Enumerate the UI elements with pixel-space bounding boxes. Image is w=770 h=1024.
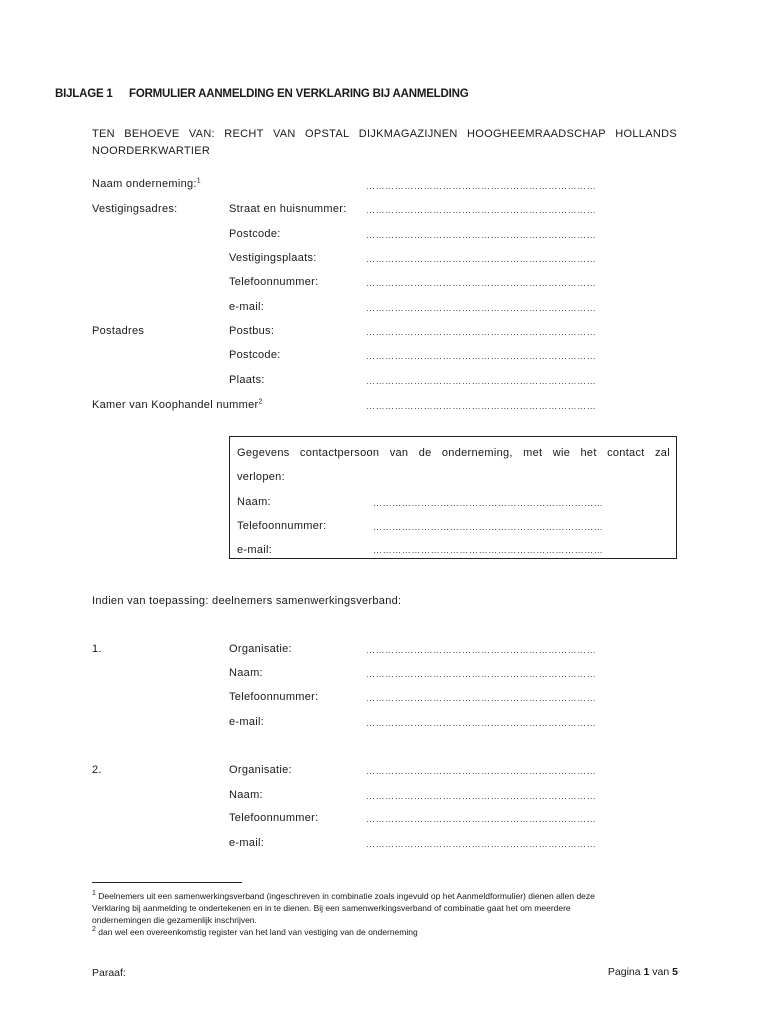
contact-word: onderneming, [441, 447, 513, 459]
contact-box-intro-2: verlopen: [237, 471, 285, 483]
behalf-word: VAN: [188, 128, 215, 140]
postcode-label: Postcode: [229, 228, 281, 240]
page-title: FORMULIER AANMELDING EN VERKLARING BIJ AANMELDING [129, 88, 469, 100]
current-page: 1 [643, 966, 650, 978]
contact-name-label: Naam: [237, 496, 271, 508]
member-email-label: e-mail: [229, 837, 265, 849]
contact-email-label: e-mail: [237, 544, 273, 556]
contact-phone-field[interactable]: ……………………………………………………………… [373, 522, 604, 532]
contact-word: contactpersoon [299, 447, 380, 459]
street-field[interactable]: ……………………………………………………………… [366, 205, 597, 215]
total-pages: 5 [672, 966, 678, 978]
po-box-label: Postbus: [229, 325, 275, 337]
company-name-label: Naam onderneming:$^1$ [92, 177, 201, 190]
footnote-2: $^2$ dan wel een overeenkomstig register van het land van vestiging van de onderneming [92, 926, 418, 937]
member-org-label: Organisatie: [229, 764, 292, 776]
postcode-field[interactable]: ……………………………………………………………… [366, 230, 597, 240]
initials-label: Paraaf: [92, 967, 126, 979]
behalf-word: RECHT [224, 128, 264, 140]
behalf-word: BEHOEVE [124, 128, 180, 140]
postal-city-field[interactable]: ……………………………………………………………… [366, 376, 597, 386]
street-label: Straat en huisnummer: [229, 203, 347, 215]
member-name-label: Naam: [229, 789, 263, 801]
contact-word: wie [552, 447, 571, 459]
postal-postcode-field[interactable]: ……………………………………………………………… [366, 351, 597, 361]
behalf-word: OPSTAL [305, 128, 350, 140]
footnote-divider [92, 882, 242, 883]
member-number: 2. [92, 764, 102, 776]
member-phone-label: Telefoonnummer: [229, 812, 319, 824]
company-name-field[interactable]: ……………………………………………………………… [366, 181, 597, 191]
postal-label: Postadres [92, 325, 145, 337]
member-number: 1. [92, 643, 102, 655]
phone-field[interactable]: ……………………………………………………………… [366, 278, 597, 288]
behalf-word: VAN [272, 128, 296, 140]
annex-number: BIJLAGE 1 [55, 88, 113, 100]
member-org-label: Organisatie: [229, 643, 292, 655]
footnote-1-line: Verklaring bij aanmelding te ondertekenen en in te dienen. Bij een samenwerkingsverband of combinatie gaat het om meerdere [92, 903, 571, 913]
member-name-label: Naam: [229, 667, 263, 679]
behalf-line-2: NOORDERKWARTIER [92, 145, 211, 157]
behalf-word: HOOGHEEMRAADSCHAP [466, 128, 606, 140]
kvk-label: Kamer van Koophandel nummer$^2$ [92, 398, 263, 411]
contact-name-field[interactable]: ……………………………………………………………… [373, 498, 604, 508]
behalf-word: HOLLANDS [615, 128, 677, 140]
footnote-ref-2: 2 [258, 398, 263, 406]
behalf-line [92, 128, 677, 140]
contact-word: van [389, 447, 409, 459]
contact-word: zal [655, 447, 670, 459]
contact-word: Gegevens [237, 447, 290, 459]
member-phone-label: Telefoonnummer: [229, 691, 319, 703]
email-field[interactable]: ……………………………………………………………… [366, 303, 597, 313]
contact-word: het [580, 447, 597, 459]
contact-word: contact [607, 447, 645, 459]
city-label: Vestigingsplaats: [229, 252, 317, 264]
member-org-field[interactable]: ……………………………………………………………… [366, 766, 597, 776]
contact-word: met [523, 447, 543, 459]
member-email-label: e-mail: [229, 716, 265, 728]
page-number: Pagina 1 van 5 [607, 966, 678, 978]
footnote-1: $^1$ Deelnemers uit een samenwerkingsverband (ingeschreven in combinatie zoals ingevuld op het Aanmeldformulier) dienen allen deze Verklaring bij aanmelding te ondertekenen en in te dienen. Bij een samenwerkingsverband of combinatie gaat het om meerdere ondernemingen die gezamenlijk inschrijven. [92, 890, 595, 925]
footnote-ref-1: 1 [196, 177, 201, 185]
member-email-field[interactable]: ……………………………………………………………… [366, 839, 597, 849]
behalf-word: TEN [92, 128, 115, 140]
contact-email-field[interactable]: ……………………………………………………………… [373, 545, 604, 555]
postal-city-label: Plaats: [229, 374, 265, 386]
kvk-field[interactable]: ……………………………………………………………… [366, 401, 597, 411]
contact-word: de [418, 447, 432, 459]
email-label: e-mail: [229, 301, 265, 313]
footnote-1-line: ondernemingen die gezamenlijk inschrijven. [92, 915, 257, 925]
behalf-word: DIJKMAGAZIJNEN [358, 128, 458, 140]
po-box-field[interactable]: ……………………………………………………………… [366, 327, 597, 337]
contact-phone-label: Telefoonnummer: [237, 520, 327, 532]
contact-box-intro [237, 447, 670, 459]
member-name-field[interactable]: ……………………………………………………………… [366, 669, 597, 679]
member-name-field[interactable]: ……………………………………………………………… [366, 791, 597, 801]
phone-label: Telefoonnummer: [229, 276, 319, 288]
member-phone-field[interactable]: ……………………………………………………………… [366, 814, 597, 824]
footnote-2-mark: 2 [92, 926, 96, 934]
member-org-field[interactable]: ……………………………………………………………… [366, 645, 597, 655]
member-email-field[interactable]: ……………………………………………………………… [366, 718, 597, 728]
member-phone-field[interactable]: ……………………………………………………………… [366, 693, 597, 703]
address-label: Vestigingsadres: [92, 203, 178, 215]
footnote-1-mark: 1 [92, 890, 96, 898]
partnership-intro: Indien van toepassing: deelnemers samenwerkingsverband: [92, 595, 402, 607]
city-field[interactable]: ……………………………………………………………… [366, 254, 597, 264]
postal-postcode-label: Postcode: [229, 349, 281, 361]
